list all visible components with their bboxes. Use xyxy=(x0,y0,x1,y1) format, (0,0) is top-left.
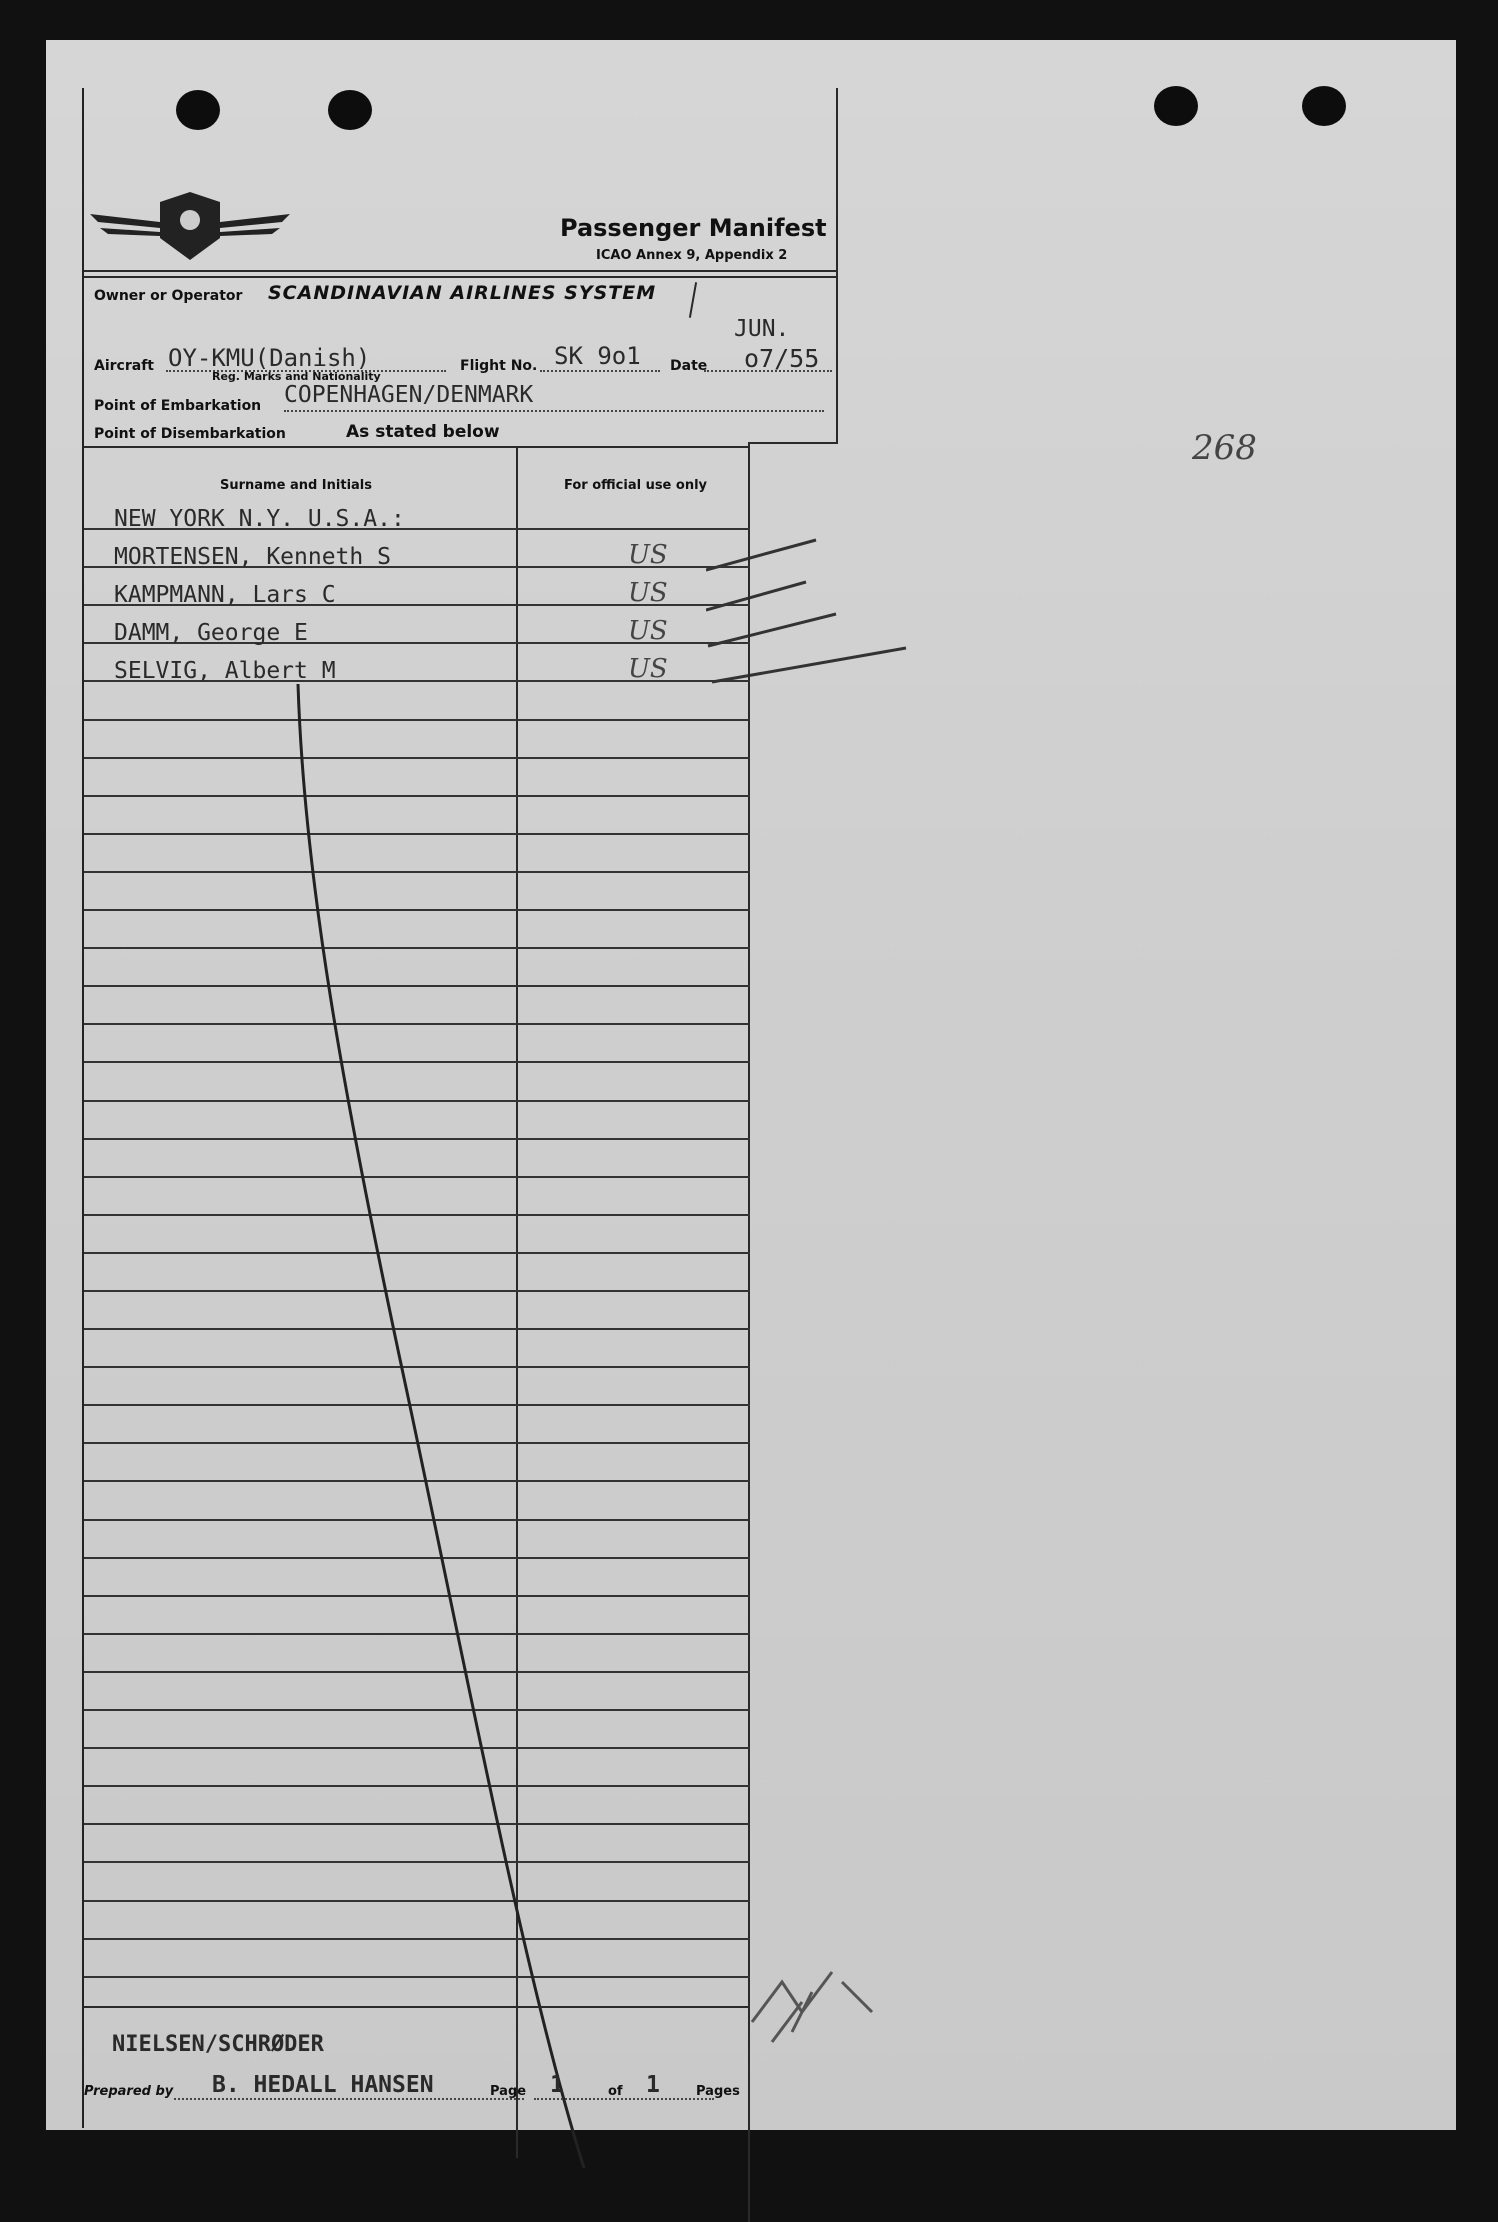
table-row xyxy=(114,542,744,578)
punch-hole xyxy=(1302,86,1346,126)
of-label: of xyxy=(608,2084,623,2099)
official-mark: US xyxy=(628,654,668,684)
table-row xyxy=(114,580,744,616)
date-label: Date xyxy=(670,358,708,374)
official-mark: US xyxy=(628,540,668,570)
date-dots xyxy=(704,370,832,372)
passenger-name: NEW YORK N.Y. U.S.A.: xyxy=(114,506,405,532)
crew-names: NIELSEN/SCHRØDER xyxy=(112,2032,324,2057)
table-bottom-border xyxy=(84,2006,750,2008)
operator-value: SCANDINAVIAN AIRLINES SYSTEM xyxy=(268,282,657,304)
pages-label: Pages xyxy=(696,2084,740,2099)
header-bottom-border xyxy=(748,442,838,444)
prepared-by-value: B. HEDALL HANSEN xyxy=(212,2072,434,2098)
passenger-name: KAMPMANN, Lars C xyxy=(114,582,336,608)
prepared-by-label: Prepared by xyxy=(84,2084,174,2099)
manifest-title: Passenger Manifest xyxy=(560,214,827,242)
flight-value: SK 9o1 xyxy=(554,342,641,370)
passenger-name: SELVIG, Albert M xyxy=(114,658,336,684)
airline-logo xyxy=(90,188,290,268)
page-label: Page xyxy=(490,2084,527,2099)
aircraft-value: OY-KMU(Danish) xyxy=(168,344,371,372)
table-row xyxy=(114,618,744,654)
manifest-subtitle: ICAO Annex 9, Appendix 2 xyxy=(596,248,788,263)
prepared-dots xyxy=(174,2098,524,2100)
official-mark: US xyxy=(628,578,668,608)
embarkation-label: Point of Embarkation xyxy=(94,398,262,414)
disembarkation-label: Point of Disembarkation xyxy=(94,426,286,442)
date-month: JUN. xyxy=(734,316,790,342)
embarkation-value: COPENHAGEN/DENMARK xyxy=(284,382,534,408)
embarkation-dots xyxy=(284,410,824,412)
col-header-name: Surname and Initials xyxy=(220,478,372,493)
aircraft-label: Aircraft xyxy=(94,358,154,374)
punch-hole xyxy=(1154,86,1198,126)
page-value: 1 xyxy=(550,2072,564,2098)
header-divider xyxy=(84,270,838,272)
disembarkation-value: As stated below xyxy=(346,422,500,442)
date-value: o7/55 xyxy=(744,344,820,373)
manifest-form xyxy=(82,88,838,2128)
aircraft-sublabel: Reg. Marks and Nationality xyxy=(212,370,381,383)
page-dots xyxy=(534,2098,714,2100)
table-row xyxy=(114,504,744,540)
handwritten-page-number: 268 xyxy=(1192,428,1257,468)
table-top-border xyxy=(84,446,750,448)
header-right-border xyxy=(836,88,838,444)
col-header-official: For official use only xyxy=(564,478,708,493)
table-right-border xyxy=(748,442,750,2222)
flight-dots xyxy=(540,370,660,372)
official-mark: US xyxy=(628,616,668,646)
cancellation-line xyxy=(284,678,624,2178)
header-divider-2 xyxy=(84,276,838,278)
of-value: 1 xyxy=(646,2072,660,2098)
passenger-name: MORTENSEN, Kenneth S xyxy=(114,544,391,570)
operator-tick xyxy=(689,282,697,318)
operator-label: Owner or Operator xyxy=(94,288,243,304)
passenger-name: DAMM, George E xyxy=(114,620,308,646)
flight-label: Flight No. xyxy=(460,358,538,374)
